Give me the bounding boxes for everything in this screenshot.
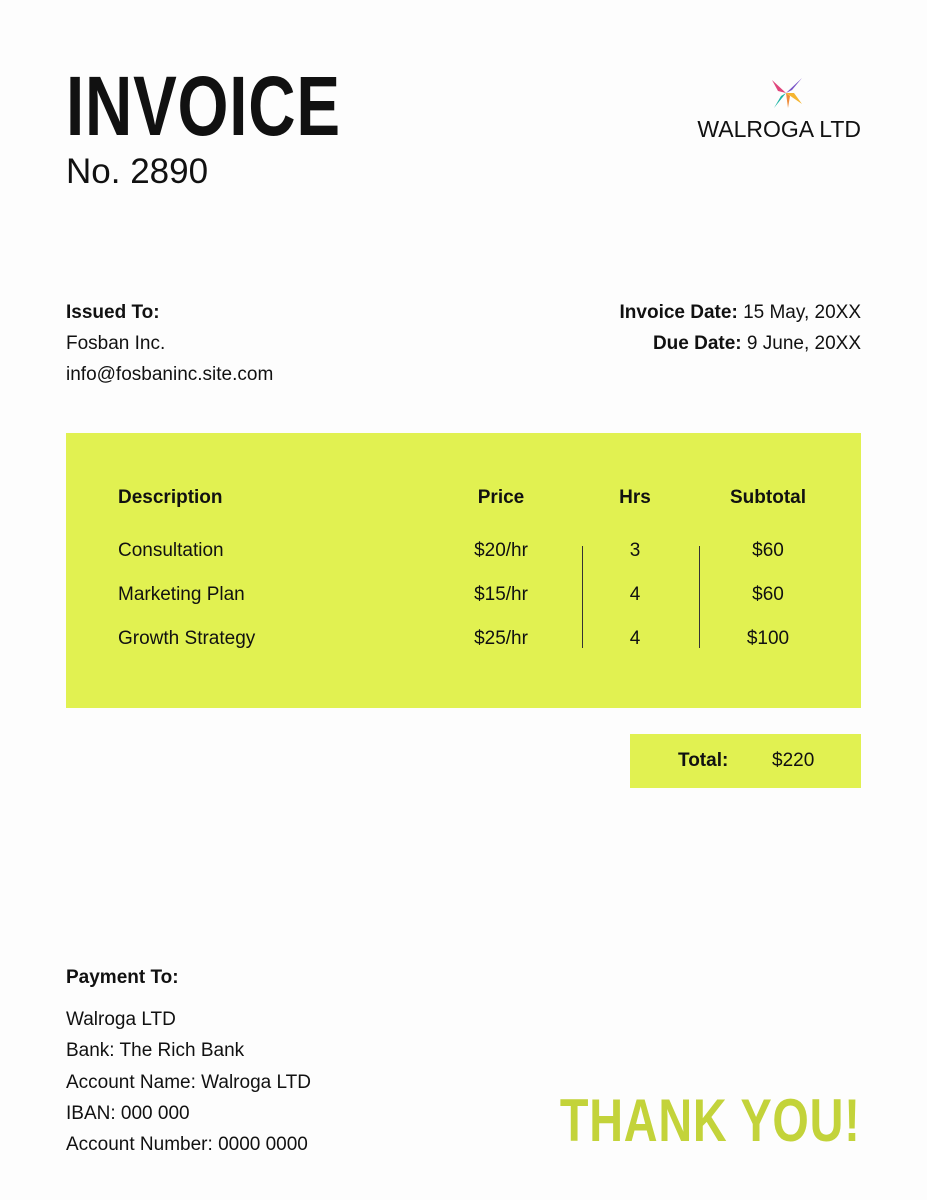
row-price: $15/hr (474, 584, 528, 605)
total-value: $220 (772, 750, 815, 771)
pinwheel-logo-icon (766, 74, 806, 112)
header-price: Price (477, 487, 525, 508)
invoice-date-value: 15 May, 20XX (743, 302, 861, 323)
row-hrs: 4 (629, 628, 641, 649)
payment-line: Account Number: 0000 0000 (66, 1134, 308, 1156)
thank-you-text: THANK YOU! (560, 1087, 861, 1154)
header-description: Description (118, 487, 223, 508)
total-box (630, 734, 861, 788)
line-items-table (66, 433, 861, 708)
row-subtotal: $60 (752, 540, 784, 561)
invoice-date-row (620, 297, 861, 328)
row-price: $20/hr (474, 540, 528, 561)
due-date-row (620, 328, 861, 359)
row-description: Growth Strategy (118, 628, 256, 649)
invoice-number: No. 2890 (66, 152, 209, 191)
payment-line: Account Name: Walroga LTD (66, 1071, 311, 1093)
header-hrs: Hrs (619, 487, 651, 508)
invoice-date-label: Invoice Date: (619, 302, 738, 323)
dates-section (620, 297, 861, 359)
issued-to-label: Issued To: (66, 302, 160, 323)
row-hrs: 4 (629, 584, 641, 605)
row-hrs: 3 (629, 540, 641, 561)
due-date-value: 9 June, 20XX (746, 333, 861, 354)
row-description: Consultation (118, 540, 224, 561)
company-name: WALROGA LTD (697, 116, 861, 142)
client-name: Fosban Inc. (66, 333, 166, 354)
payment-line: Walroga LTD (66, 1009, 176, 1030)
row-price: $25/hr (474, 628, 528, 649)
payment-line: Bank: The Rich Bank (66, 1040, 245, 1062)
row-subtotal: $60 (752, 584, 784, 605)
payment-details (66, 1004, 311, 1160)
total-label: Total: (678, 750, 729, 771)
invoice-title: INVOICE (66, 59, 341, 153)
row-description: Marketing Plan (118, 584, 245, 605)
due-date-label: Due Date: (652, 333, 742, 354)
payment-title: Payment To: (66, 967, 179, 988)
payment-line: IBAN: 000 000 (66, 1102, 190, 1124)
column-divider (582, 546, 583, 648)
issued-to-section (66, 297, 273, 390)
row-subtotal: $100 (746, 628, 790, 649)
header-subtotal: Subtotal (730, 487, 806, 508)
column-divider (699, 546, 700, 648)
client-email: info@fosbaninc.site.com (66, 364, 274, 385)
